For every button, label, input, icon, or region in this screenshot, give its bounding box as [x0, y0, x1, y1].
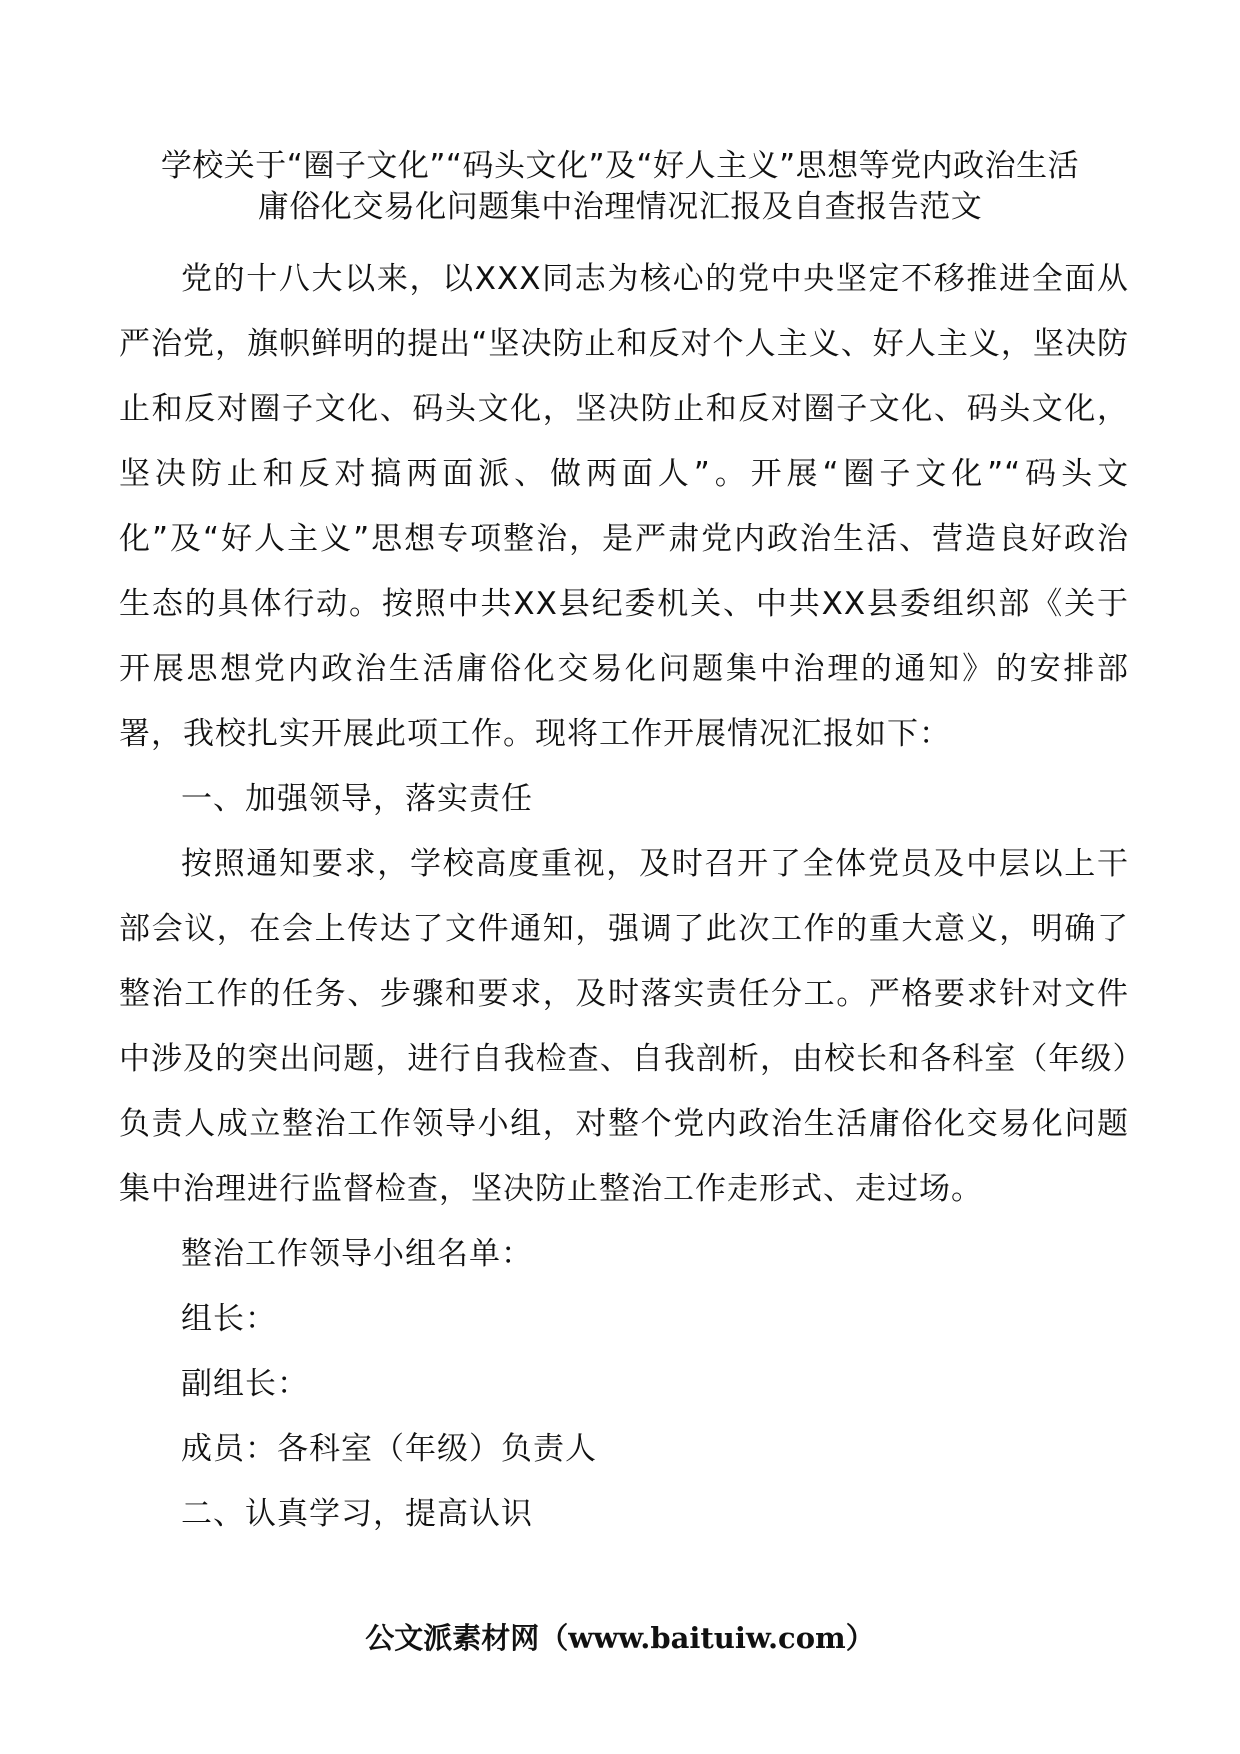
document-body: [119, 247, 1129, 1547]
deputy-leader-line: 副组长：: [181, 1366, 309, 1402]
section-1-paragraph: 按照通知要求，学校高度重视，及时召开了全体党员及中层以上干部会议，在会上传达了文件通知，强调了此次工作的重大意义，明确了整治工作的任务、步骤和要求，及时落实责任分工。严格要求针对文件中涉及的突出问题，进行自我检查、自我剖析，由校长和各科室（年级）负责人成立整治工作领导小组，对整个党内政治生活庸俗化交易化问题集中治理进行监督检查，坚决防止整治工作走形式、走过场。: [119, 846, 1129, 1207]
members-line: 成员：各科室（年级）负责人: [181, 1431, 597, 1467]
section-heading-1: 一、加强领导，落实责任: [181, 781, 533, 817]
leader-line: 组长：: [181, 1301, 277, 1337]
footer-watermark: 公文派素材网（www.baituiw.com）: [365, 1621, 875, 1655]
section-heading-2: 二、认真学习，提高认识: [181, 1496, 533, 1532]
leadership-list-heading: 整治工作领导小组名单：: [181, 1236, 533, 1272]
document-title-line-2: 庸俗化交易化问题集中治理情况汇报及自查报告范文: [257, 189, 983, 225]
intro-paragraph: 党的十八大以来，以XXX同志为核心的党中央坚定不移推进全面从严治党，旗帜鲜明的提出“坚决防止和反对个人主义、好人主义，坚决防止和反对圈子文化、码头文化，坚决防止和反对圈子文化、码头文化，坚决防止和反对搞两面派、做两面人”。开展“圈子文化”“码头文化”及“好人主义”思想专项整治，是严肃党内政治生活、营造良好政治生态的具体行动。按照中共XX县纪委机关、中共XX县委组织部《关于开展思想党内政治生活庸俗化交易化问题集中治理的通知》的安排部署，我校扎实开展此项工作。现将工作开展情况汇报如下：: [119, 261, 1129, 752]
document-title-line-1: 学校关于“圈子文化”“码头文化”及“好人主义”思想等党内政治生活: [160, 148, 1080, 184]
